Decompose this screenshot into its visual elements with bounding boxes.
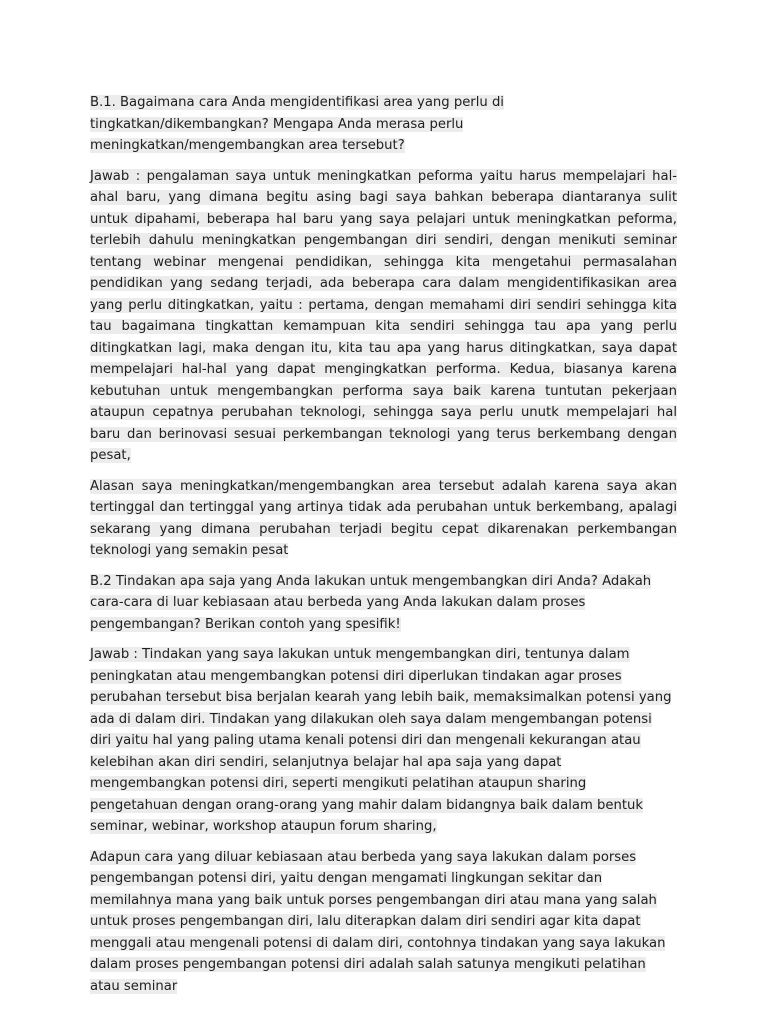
question-b2-text: B.2 Tindakan apa saja yang Anda lakukan untuk mengembangkan diri Anda? Adakah cara-cara di luar kebiasaan atau berbeda yang Anda lakukan dalam proses pengembangan? Berikan contoh yang spesifik! [90,573,652,632]
question-b2 [90,571,677,636]
answer-b1-part1-text: Jawab : pengalaman saya untuk meningkatkan peforma yaitu harus mempelajari hal-ahal baru, yang dimana begitu asing bagi saya bahkan beberapa diantaranya sulit untuk dipahami, beberapa hal baru yang saya pelajari untuk meningkatkan peforma, terlebih dahulu meningkatkan pengembangan diri sendiri, dengan menikuti seminar tentang webinar mengenai pendidikan, sehingga kita mengetahui permasalahan pendidikan yang sedang terjadi, ada beberapa cara dalam mengidentifikasikan area yang perlu ditingkatkan, yaitu : pertama, dengan memahami diri sendiri sehingga kita tau bagaimana tingkattan kemampuan kita sendiri sehingga tau apa yang perlu ditingkatkan lagi, maka dengan itu, kita tau apa yang harus ditingkatkan, saya dapat mempelajari hal-hal yang dapat mengingkatkan performa. Kedua, biasanya karena kebutuhan untuk mengembangkan performa saya baik karena tuntutan pekerjaan ataupun cepatnya perubahan teknologi, sehingga saya perlu unutk mempelajari hal baru dan berinovasi sesuai perkembangan teknologi yang terus berkembang dengan pesat, [90,168,677,463]
answer-b2-part2 [90,847,677,998]
answer-b2-part2-text: Adapun cara yang diluar kebiasaan atau berbeda yang saya lakukan dalam porses pengembangan potensi diri, yaitu dengan mengamati lingkungan sekitar dan memilahnya mana yang baik untuk porses pengembangan diri atau mana yang salah untuk proses pengembangan diri, lalu diterapkan dalam diri sendiri agar kita dapat menggali atau mengenali potensi di dalam diri, contohnya tindakan yang saya lakukan dalam proses pengembangan potensi diri adalah salah satunya mengikuti pelatihan atau seminar [90,849,666,994]
document-page [90,92,677,1006]
answer-b1-part2-text: Alasan saya meningkatkan/mengembangkan area tersebut adalah karena saya akan tertinggal dan tertinggal yang artinya tidak ada perubahan untuk berkembang, apalagi sekarang yang dimana perubahan terjadi begitu cepat dikarenakan perkembangan teknologi yang semakin pesat [90,478,677,558]
question-b1-text: B.1. Bagaimana cara Anda mengidentifikasi area yang perlu di tingkatkan/dikembangkan? Mengapa Anda merasa perlu meningkatkan/mengembangkan area tersebut? [90,95,504,153]
answer-b1-part2 [90,476,677,562]
question-b1 [90,92,677,157]
answer-b1-part1 [90,166,677,467]
answer-b2-part1 [90,644,677,838]
answer-b2-part1-text: Jawab : Tindakan yang saya lakukan untuk mengembangkan diri, tentunya dalam peningkatan atau mengembangkan potensi diri diperlukan tindakan agar proses perubahan tersebut bisa berjalan kearah yang lebih baik, memaksimalkan potensi yang ada di dalam diri. Tindakan yang dilakukan oleh saya dalam mengembangan potensi diri yaitu hal yang paling utama kenali potensi diri dan mengenali kekurangan atau kelebihan akan diri sendiri, selanjutnya belajar hal apa saja yang dapat mengembangkan potensi diri, seperti mengikuti pelatihan ataupun sharing pengetahuan dengan orang-orang yang mahir dalam bidangnya baik dalam bentuk seminar, webinar, workshop ataupun forum sharing, [90,647,672,834]
